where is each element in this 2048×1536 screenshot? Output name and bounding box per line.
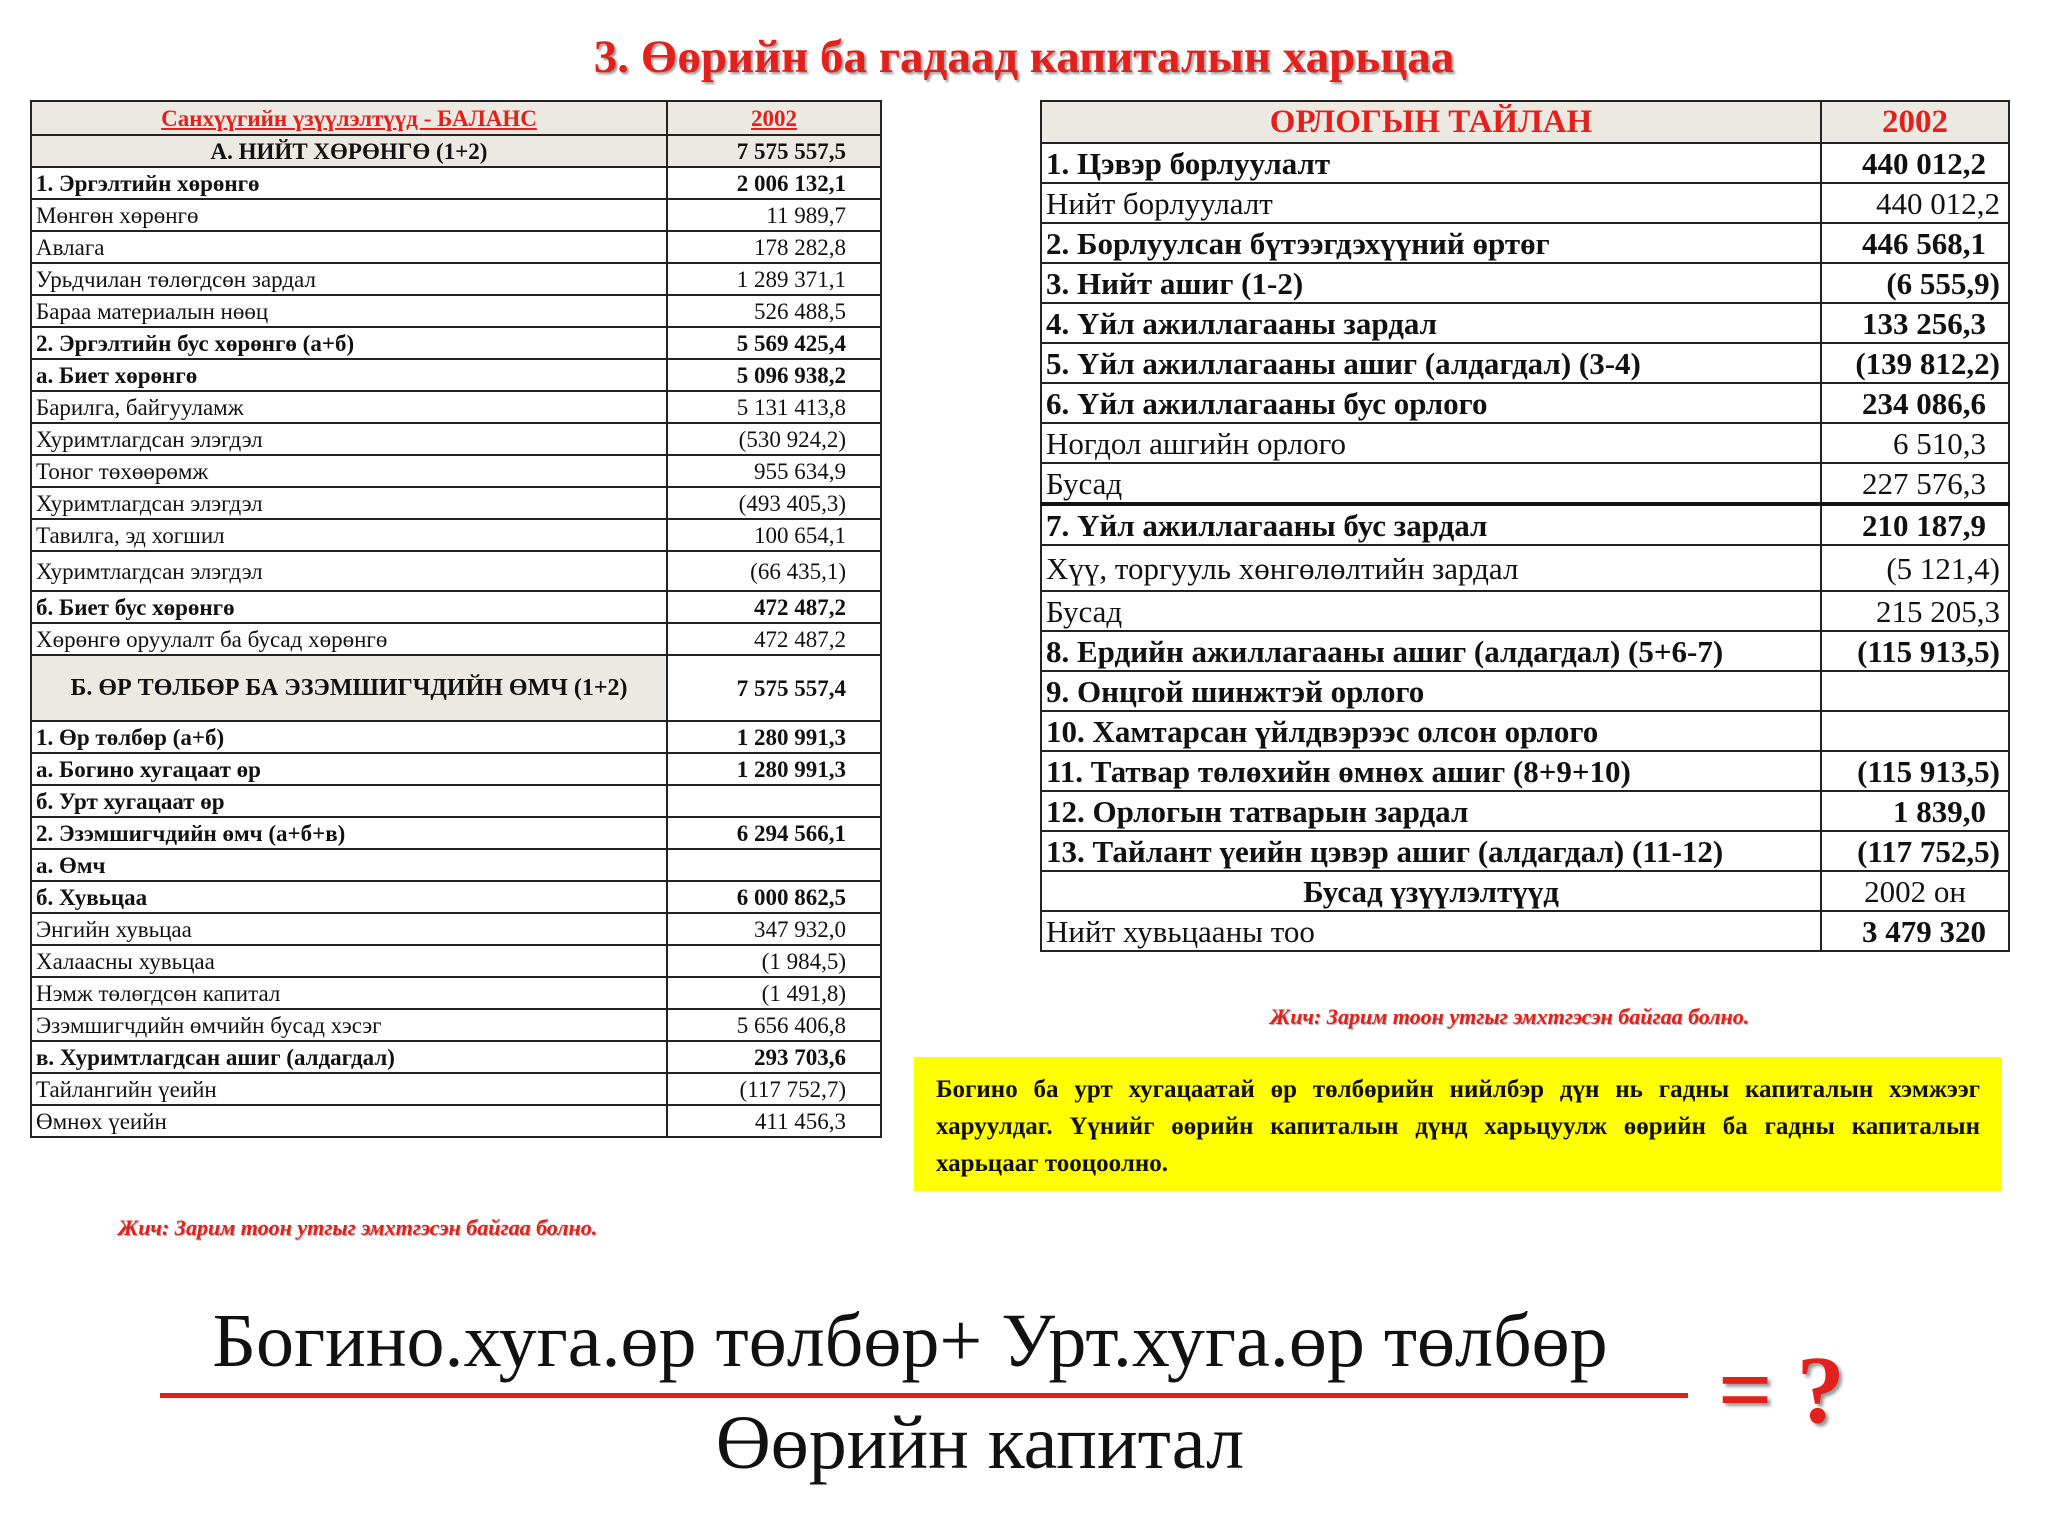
table-row [31, 1041, 881, 1073]
row-label: Нийт борлуулалт [1041, 183, 1821, 223]
table-row [31, 423, 881, 455]
income-table [1040, 100, 2010, 952]
row-value: 6 510,3 [1821, 423, 2009, 463]
row-value: 11 989,7 [667, 199, 881, 231]
balance-header-row [31, 101, 881, 135]
row-label: Хуримтлагдсан элэгдэл [31, 423, 667, 455]
formula-result: = ? [1718, 1336, 1845, 1443]
row-label: 5. Үйл ажиллагааны ашиг (алдагдал) (3-4) [1041, 343, 1821, 383]
row-label: Барилга, байгууламж [31, 391, 667, 423]
table-row [31, 167, 881, 199]
table-row [1041, 631, 2009, 671]
row-value: 955 634,9 [667, 455, 881, 487]
row-label: 6. Үйл ажиллагааны бус орлого [1041, 383, 1821, 423]
row-label: 10. Хамтарсан үйлдвэрээс олсон орлого [1041, 711, 1821, 751]
table-row [1041, 143, 2009, 183]
row-label: 2. Эзэмшигчдийн өмч (а+б+в) [31, 817, 667, 849]
row-value: (1 491,8) [667, 977, 881, 1009]
table-row [31, 881, 881, 913]
row-label: 3. Нийт ашиг (1-2) [1041, 263, 1821, 303]
row-label: а. Богино хугацаат өр [31, 753, 667, 785]
row-label: Бусад [1041, 463, 1821, 504]
row-label: Хуримтлагдсан элэгдэл [31, 487, 667, 519]
row-label: б. Хувьцаа [31, 881, 667, 913]
row-value [1821, 671, 2009, 711]
row-value [1821, 711, 2009, 751]
row-value: (117 752,7) [667, 1073, 881, 1105]
row-label: Өмнөх үеийн [31, 1105, 667, 1137]
formula-numerator: Богино.хуга.өр төлбөр+ Урт.хуга.өр төлбөр [212, 1299, 1608, 1383]
table-row [31, 1105, 881, 1137]
row-label: А. НИЙТ ХӨРӨНГӨ (1+2) [31, 135, 667, 167]
row-label: Урьдчилан төлөгдсөн зардал [31, 263, 667, 295]
row-value: 1 289 371,1 [667, 263, 881, 295]
row-label: Бусад [1041, 591, 1821, 631]
row-value: 7 575 557,4 [667, 655, 881, 721]
table-row [1041, 423, 2009, 463]
row-label: Тавилга, эд хогшил [31, 519, 667, 551]
row-label: 2. Борлуулсан бүтээгдэхүүний өртөг [1041, 223, 1821, 263]
row-label: Ногдол ашгийн орлого [1041, 423, 1821, 463]
row-label: в. Хуримтлагдсан ашиг (алдагдал) [31, 1041, 667, 1073]
table-row [1041, 831, 2009, 871]
balance-header-year: 2002 [667, 101, 881, 135]
table-row [31, 199, 881, 231]
table-row [31, 945, 881, 977]
table-row [31, 327, 881, 359]
row-value: 446 568,1 [1821, 223, 2009, 263]
row-label: Авлага [31, 231, 667, 263]
row-value: (493 405,3) [667, 487, 881, 519]
row-value: 234 086,6 [1821, 383, 2009, 423]
row-label: Бараа материалын нөөц [31, 295, 667, 327]
row-value: (115 913,5) [1821, 631, 2009, 671]
table-row [31, 721, 881, 753]
balance-header-label: Санхүүгийн үзүүлэлтүүд - БАЛАНС [31, 101, 667, 135]
table-row [1041, 911, 2009, 951]
row-value: 6 000 862,5 [667, 881, 881, 913]
row-value: 1 839,0 [1821, 791, 2009, 831]
row-value: 7 575 557,5 [667, 135, 881, 167]
table-row [31, 551, 881, 591]
row-value: 133 256,3 [1821, 303, 2009, 343]
row-label: а. Биет хөрөнгө [31, 359, 667, 391]
income-footnote: Жич: Зарим тоон утгыг эмхтгэсэн байгаа болно. [1270, 1004, 1750, 1029]
row-label: а. Өмч [31, 849, 667, 881]
balance-footnote: Жич: Зарим тоон утгыг эмхтгэсэн байгаа болно. [118, 1215, 598, 1240]
table-row [1041, 303, 2009, 343]
table-row [1041, 383, 2009, 423]
row-label: Мөнгөн хөрөнгө [31, 199, 667, 231]
table-row [31, 359, 881, 391]
row-label: Нийт хувьцааны тоо [1041, 911, 1821, 951]
income-header-row [1041, 101, 2009, 143]
table-row [31, 263, 881, 295]
row-label: 1. Цэвэр борлуулалт [1041, 143, 1821, 183]
fraction-bar [160, 1393, 1688, 1398]
row-label: Энгийн хувьцаа [31, 913, 667, 945]
row-label: Хүү, торгууль хөнгөлөлтийн зардал [1041, 545, 1821, 591]
row-value: 347 932,0 [667, 913, 881, 945]
row-value: 472 487,2 [667, 623, 881, 655]
table-row [31, 785, 881, 817]
table-row [1041, 343, 2009, 383]
table-row [31, 455, 881, 487]
table-row [31, 849, 881, 881]
table-row [31, 913, 881, 945]
row-value: 3 479 320 [1821, 911, 2009, 951]
table-row [1041, 871, 2009, 911]
table-row [31, 1009, 881, 1041]
row-label: Тоног төхөөрөмж [31, 455, 667, 487]
row-value: 6 294 566,1 [667, 817, 881, 849]
table-row [31, 753, 881, 785]
row-value: 440 012,2 [1821, 143, 2009, 183]
row-label: Хөрөнгө оруулалт ба бусад хөрөнгө [31, 623, 667, 655]
row-value: 440 012,2 [1821, 183, 2009, 223]
table-row [1041, 545, 2009, 591]
table-row [1041, 791, 2009, 831]
table-row [1041, 711, 2009, 751]
row-label: Б. ӨР ТӨЛБӨР БА ЭЗЭМШИГЧДИЙН ӨМЧ (1+2) [31, 655, 667, 721]
row-value: 178 282,8 [667, 231, 881, 263]
row-label: Тайлангийн үеийн [31, 1073, 667, 1105]
table-row [31, 135, 881, 167]
table-row [1041, 504, 2009, 545]
row-value: 2 006 132,1 [667, 167, 881, 199]
row-value: (139 812,2) [1821, 343, 2009, 383]
row-value: 472 487,2 [667, 591, 881, 623]
income-header-label: ОРЛОГЫН ТАЙЛАН [1041, 101, 1821, 143]
row-value: 215 205,3 [1821, 591, 2009, 631]
row-label: Эзэмшигчдийн өмчийн бусад хэсэг [31, 1009, 667, 1041]
row-label: 2. Эргэлтийн бус хөрөнгө (а+б) [31, 327, 667, 359]
row-label: Хуримтлагдсан элэгдэл [31, 551, 667, 591]
row-label: 12. Орлогын татварын зардал [1041, 791, 1821, 831]
table-row [31, 655, 881, 721]
table-row [31, 817, 881, 849]
row-value: (1 984,5) [667, 945, 881, 977]
row-value: 1 280 991,3 [667, 721, 881, 753]
table-row [31, 487, 881, 519]
row-label: 13. Тайлант үеийн цэвэр ашиг (алдагдал) (11-12) [1041, 831, 1821, 871]
row-label: б. Биет бус хөрөнгө [31, 591, 667, 623]
table-row [31, 591, 881, 623]
row-label: 7. Үйл ажиллагааны бус зардал [1041, 504, 1821, 545]
table-row [31, 391, 881, 423]
row-value: 526 488,5 [667, 295, 881, 327]
table-row [1041, 463, 2009, 504]
row-value: 5 656 406,8 [667, 1009, 881, 1041]
table-row [31, 519, 881, 551]
row-label: Нэмж төлөгдсөн капитал [31, 977, 667, 1009]
table-row [31, 231, 881, 263]
formula-denominator: Өөрийн капитал [715, 1401, 1245, 1485]
row-value: 5 569 425,4 [667, 327, 881, 359]
row-label: 1. Эргэлтийн хөрөнгө [31, 167, 667, 199]
row-value: 411 456,3 [667, 1105, 881, 1137]
row-value: 210 187,9 [1821, 504, 2009, 545]
table-row [31, 295, 881, 327]
row-value: 5 096 938,2 [667, 359, 881, 391]
row-label: б. Урт хугацаат өр [31, 785, 667, 817]
row-value: 293 703,6 [667, 1041, 881, 1073]
row-value: (5 121,4) [1821, 545, 2009, 591]
row-value: 1 280 991,3 [667, 753, 881, 785]
row-label: 1. Өр төлбөр (а+б) [31, 721, 667, 753]
row-value: 100 654,1 [667, 519, 881, 551]
table-row [1041, 751, 2009, 791]
row-label: Бусад үзүүлэлтүүд [1041, 871, 1821, 911]
explanation-callout: Богино ба урт хугацаатай өр төлбөрийн нийлбэр дүн нь гадны капиталын хэмжээг харуулдаг. Үүнийг өөрийн капиталын дүнд харьцуулж өөрийн ба гадны капиталын харьцааг тооцоолно. [914, 1057, 2002, 1191]
row-label: Халаасны хувьцаа [31, 945, 667, 977]
page-title: 3. Өөрийн ба гадаад капиталын харьцаа [593, 31, 1455, 83]
table-row [31, 977, 881, 1009]
row-value [667, 785, 881, 817]
row-value: (115 913,5) [1821, 751, 2009, 791]
row-label: 9. Онцгой шинжтэй орлого [1041, 671, 1821, 711]
row-label: 8. Ердийн ажиллагааны ашиг (алдагдал) (5+6-7) [1041, 631, 1821, 671]
row-value: 227 576,3 [1821, 463, 2009, 504]
row-value: (530 924,2) [667, 423, 881, 455]
table-row [1041, 223, 2009, 263]
balance-table [30, 100, 882, 1138]
row-value: (117 752,5) [1821, 831, 2009, 871]
table-row [1041, 263, 2009, 303]
row-value: 5 131 413,8 [667, 391, 881, 423]
table-row [31, 623, 881, 655]
table-row [1041, 671, 2009, 711]
table-row [31, 1073, 881, 1105]
income-header-year: 2002 [1821, 101, 2009, 143]
row-label: 11. Татвар төлөхийн өмнөх ашиг (8+9+10) [1041, 751, 1821, 791]
row-value [667, 849, 881, 881]
row-value: 2002 он [1821, 871, 2009, 911]
table-row [1041, 183, 2009, 223]
row-value: (66 435,1) [667, 551, 881, 591]
table-row [1041, 591, 2009, 631]
row-label: 4. Үйл ажиллагааны зардал [1041, 303, 1821, 343]
row-value: (6 555,9) [1821, 263, 2009, 303]
